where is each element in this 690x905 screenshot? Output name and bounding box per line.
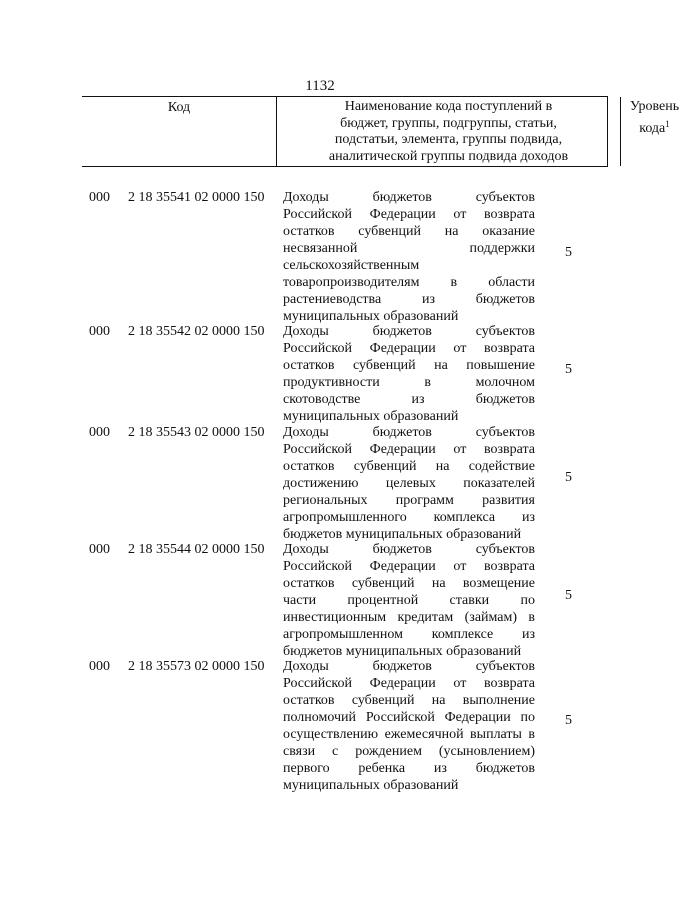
row-level: 5 bbox=[565, 470, 572, 485]
row-name bbox=[283, 541, 535, 660]
row-name-line: Российской Федерации от возврата bbox=[283, 341, 535, 356]
row-name-line: связи с рождением (усыновлением) bbox=[283, 744, 535, 759]
row-name-line: бюджетов муниципальных образований bbox=[283, 644, 522, 659]
row-name-line: агропромышленного комплекса из bbox=[283, 510, 535, 525]
row-name bbox=[283, 189, 535, 325]
row-level: 5 bbox=[565, 588, 572, 603]
row-name bbox=[283, 658, 535, 794]
row-code: 2 18 35543 02 0000 150 bbox=[128, 425, 265, 440]
row-name-line: товаропроизводителям в области bbox=[283, 275, 535, 290]
row-name-line: растениеводства из бюджетов bbox=[283, 292, 535, 307]
header-name-line: аналитической группы подвида доходов bbox=[328, 148, 569, 164]
header-level-line bbox=[619, 116, 690, 138]
row-level: 5 bbox=[565, 362, 572, 377]
row-name-line: остатков субвенций на выполнение bbox=[283, 693, 535, 708]
row-prefix: 000 bbox=[89, 324, 110, 339]
row-name-line: муниципальных образований bbox=[283, 778, 459, 793]
row-name-line: первого ребенка из бюджетов bbox=[283, 761, 535, 776]
row-name-line: Доходы бюджетов субъектов bbox=[283, 542, 535, 557]
row-prefix: 000 bbox=[89, 659, 110, 674]
table-header bbox=[82, 96, 680, 167]
row-name-line: остатков субвенций на повышение bbox=[283, 358, 535, 373]
row-name bbox=[283, 424, 535, 543]
header-code-column: Код bbox=[82, 97, 277, 166]
row-prefix: 000 bbox=[89, 425, 110, 440]
row-name-line: достижению целевых показателей bbox=[283, 476, 535, 491]
row-name-line: сельскохозяйственным bbox=[283, 258, 420, 273]
row-name-line: остатков субвенций на содействие bbox=[283, 459, 535, 474]
row-name-line: муниципальных образований bbox=[283, 409, 459, 424]
row-name bbox=[283, 323, 535, 425]
row-name-line: полномочий Российской Федерации по bbox=[283, 710, 535, 725]
header-name-line: Наименование кода поступлений в bbox=[344, 99, 553, 114]
row-name-line: муниципальных образований bbox=[283, 309, 459, 324]
row-name-line: скотоводстве из бюджетов bbox=[283, 392, 535, 407]
row-name-line: продуктивности в молочном bbox=[283, 375, 535, 390]
row-name-line: части процентной ставки по bbox=[283, 593, 535, 608]
footnote-marker: 1 bbox=[665, 118, 670, 129]
row-name-line: агропромышленном комплексе из bbox=[283, 627, 535, 642]
header-name-line: подстатьи, элемента, группы подвида, bbox=[334, 132, 563, 147]
row-name-line: Российской Федерации от возврата bbox=[283, 207, 535, 222]
row-prefix: 000 bbox=[89, 542, 110, 557]
header-level-word: кода bbox=[639, 120, 666, 136]
header-level-line: Уровень bbox=[629, 99, 680, 114]
row-name-line: остатков субвенций на возмещение bbox=[283, 576, 535, 591]
row-code: 2 18 35541 02 0000 150 bbox=[128, 190, 265, 205]
row-prefix: 000 bbox=[89, 190, 110, 205]
row-name-line: остатков субвенций на оказание bbox=[283, 224, 535, 239]
row-name-line: Доходы бюджетов субъектов bbox=[283, 324, 535, 339]
row-code: 2 18 35542 02 0000 150 bbox=[128, 324, 265, 339]
page-number: 1132 bbox=[305, 78, 335, 94]
row-level: 5 bbox=[565, 713, 572, 728]
row-name-line: осуществлению ежемесячной выплаты в bbox=[283, 727, 535, 742]
row-name-line: несвязанной поддержки bbox=[283, 241, 535, 256]
row-name-line: бюджетов муниципальных образований bbox=[283, 527, 522, 542]
row-name-line: Доходы бюджетов субъектов bbox=[283, 190, 535, 205]
row-name-line: Российской Федерации от возврата bbox=[283, 676, 535, 691]
row-name-line: Доходы бюджетов субъектов bbox=[283, 425, 535, 440]
header-name-line: бюджет, группы, подгруппы, статьи, bbox=[340, 115, 557, 131]
row-name-line: Российской Федерации от возврата bbox=[283, 442, 535, 457]
row-name-line: инвестиционным кредитам (займам) в bbox=[283, 610, 535, 625]
header-level-column bbox=[619, 97, 690, 166]
header-name-column bbox=[277, 97, 621, 166]
row-code: 2 18 35544 02 0000 150 bbox=[128, 542, 265, 557]
row-name-line: Доходы бюджетов субъектов bbox=[283, 659, 535, 674]
row-name-line: региональных программ развития bbox=[283, 493, 535, 508]
row-code: 2 18 35573 02 0000 150 bbox=[128, 659, 265, 674]
row-name-line: Российской Федерации от возврата bbox=[283, 559, 535, 574]
row-level: 5 bbox=[565, 245, 572, 260]
